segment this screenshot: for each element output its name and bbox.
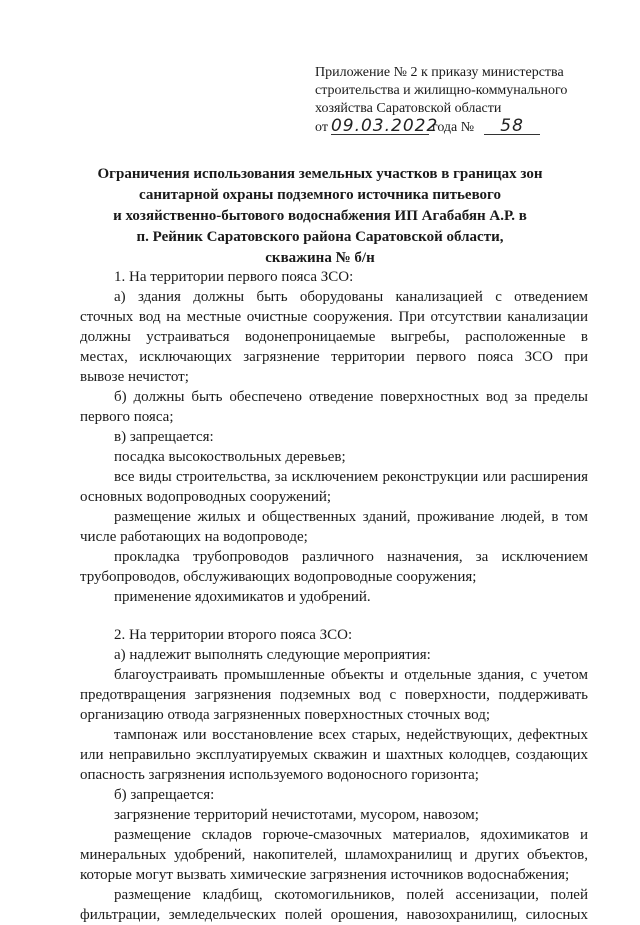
approval-block [315, 64, 605, 137]
paragraph-line: фильтрации, земледельческих полей орошения, навозохранилищ, силосных [80, 907, 588, 923]
paragraph-line: вывозе нечистот; [80, 369, 189, 385]
title-line: скважина № б/н [265, 250, 375, 266]
paragraph-line: должны устраиваться водонепроницаемые выгребы, расположенные в [80, 329, 588, 345]
document-body [80, 267, 588, 925]
paragraph-line: в) запрещается: [114, 429, 214, 445]
paragraph-line: местах, исключающих загрязнение территории первого пояса ЗСО при [80, 349, 588, 365]
paragraph-line: числе работающих на водопроводе; [80, 529, 308, 545]
paragraph-line: размещение кладбищ, скотомогильников, полей ассенизации, полей [114, 887, 588, 903]
paragraph-line: б) должны быть обеспечено отведение поверхностных вод за пределы [114, 389, 588, 405]
section-heading: 2. На территории второго пояса ЗСО: [114, 627, 353, 643]
title-line: Ограничения использования земельных участков в границах зон [97, 166, 543, 182]
paragraph-line: или неправильно эксплуатируемых скважин и шахтных колодцев, создающих [80, 747, 588, 763]
title-line: п. Рейник Саратовского района Саратовской области, [136, 229, 504, 245]
paragraph-line: основных водопроводных сооружений; [80, 489, 332, 505]
paragraph-line: сточных вод на местные очистные сооружения. При отсутствии канализации [80, 309, 588, 325]
handwritten-order-number: 58 [484, 118, 540, 135]
document-title [80, 164, 560, 269]
number-prefix: года № [431, 120, 475, 135]
paragraph-line: которые могут вызвать химические загрязнения источников водоснабжения; [80, 867, 570, 883]
date-prefix: от [315, 120, 328, 135]
paragraph-line: а) надлежит выполнять следующие мероприятия: [114, 647, 431, 663]
paragraph-line: размещение складов горюче-смазочных материалов, ядохимикатов и [114, 827, 588, 843]
paragraph-line: загрязнение территорий нечистотами, мусором, навозом; [114, 807, 479, 823]
title-line: и хозяйственно-бытового водоснабжения ИП Агабабян А.Р. в [113, 208, 527, 224]
paragraph-line: посадка высокоствольных деревьев; [114, 449, 346, 465]
order-date-row [315, 118, 605, 137]
approval-line: хозяйства Саратовской области [315, 101, 502, 116]
paragraph-line: б) запрещается: [114, 787, 215, 803]
paragraph-line: первого пояса; [80, 409, 174, 425]
paragraph-line: предотвращения загрязнения подземных вод с поверхности, поддерживать [80, 687, 588, 703]
paragraph-line: организацию отвода загрязненных поверхностных сточных вод; [80, 707, 491, 723]
paragraph-line: а) здания должны быть оборудованы канализацией с отведением [114, 289, 588, 305]
paragraph-line: минеральных удобрений, накопителей, шламохранилищ и других объектов, [80, 847, 588, 863]
paragraph-line: трубопроводов, обслуживающих водопроводные сооружения; [80, 569, 477, 585]
paragraph-line: тампонаж или восстановление всех старых, недействующих, дефектных [114, 727, 588, 743]
paragraph-line: все виды строительства, за исключением реконструкции или расширения [114, 469, 588, 485]
section-second-belt [80, 625, 588, 925]
approval-line: строительства и жилищно-коммунального [315, 83, 568, 98]
section-heading: 1. На территории первого пояса ЗСО: [114, 269, 354, 285]
approval-line: Приложение № 2 к приказу министерства [315, 65, 564, 80]
paragraph-line: благоустраивать промышленные объекты и отдельные здания, с учетом [114, 667, 588, 683]
title-line: санитарной охраны подземного источника питьевого [138, 187, 501, 203]
paragraph-line: опасность загрязнения используемого водоносного горизонта; [80, 767, 479, 783]
paragraph-line: размещение жилых и общественных зданий, проживание людей, в том [114, 509, 588, 525]
section-first-belt [80, 267, 588, 607]
handwritten-date: 09.03.2022 [330, 116, 439, 136]
paragraph-line: применение ядохимикатов и удобрений. [114, 589, 371, 605]
paragraph-line: прокладка трубопроводов различного назначения, за исключением [114, 549, 588, 565]
